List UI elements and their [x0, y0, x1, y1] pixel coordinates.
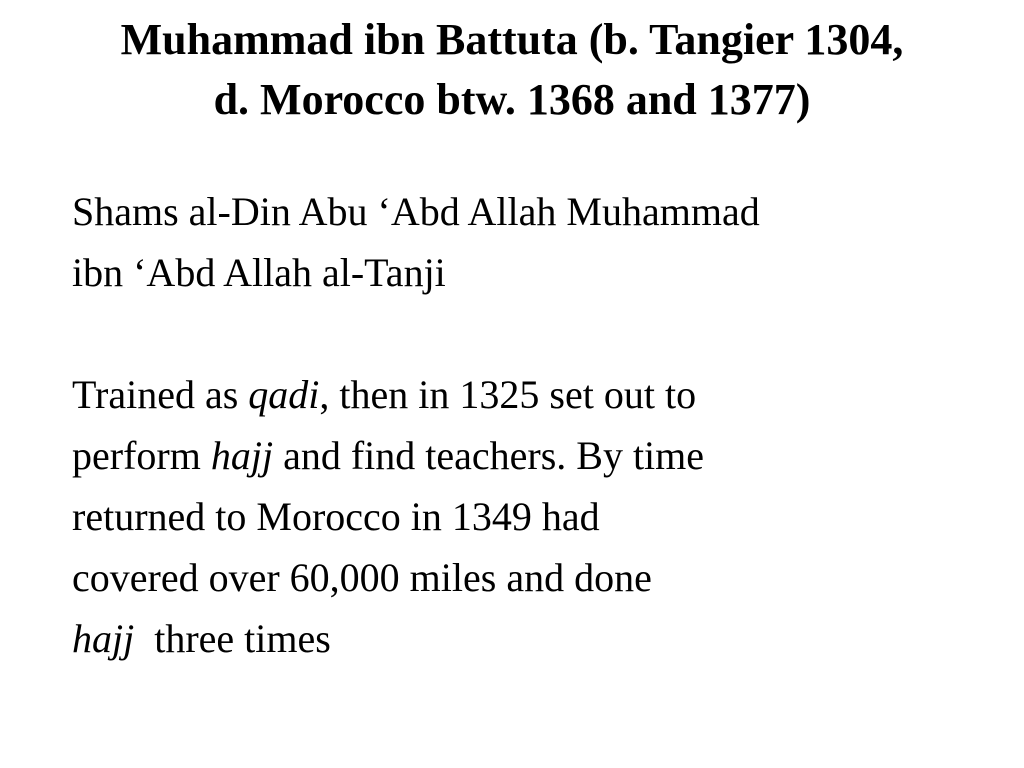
paragraph-full-name — [72, 181, 1002, 303]
biography-line-1 — [72, 364, 1002, 425]
italic-term-hajj: hajj — [72, 616, 135, 661]
biography-line-5 — [72, 608, 1002, 669]
text-segment: Trained as — [72, 372, 249, 417]
italic-term-qadi: qadi — [248, 372, 320, 417]
slide-title — [20, 10, 1004, 130]
text-segment: , then in 1325 set out to — [319, 372, 697, 417]
text-segment: perform — [72, 433, 211, 478]
title-line-1: Muhammad ibn Battuta (b. Tangier 1304, — [120, 15, 904, 64]
biography-line-4: covered over 60,000 miles and done — [72, 555, 652, 600]
paragraph-biography — [72, 364, 1002, 669]
italic-term-hajj: hajj — [210, 433, 274, 478]
text-segment: and find teachers. By time — [273, 433, 705, 478]
text-segment: three times — [134, 616, 331, 661]
biography-line-3: returned to Morocco in 1349 had — [72, 494, 600, 539]
biography-line-2 — [72, 425, 1002, 486]
full-name-line-1: Shams al-Din Abu ‘Abd Allah Muhammad — [72, 189, 760, 234]
full-name-line-2: ibn ‘Abd Allah al-Tanji — [72, 250, 446, 295]
title-line-2: d. Morocco btw. 1368 and 1377) — [213, 75, 811, 124]
slide-body — [72, 181, 1002, 669]
